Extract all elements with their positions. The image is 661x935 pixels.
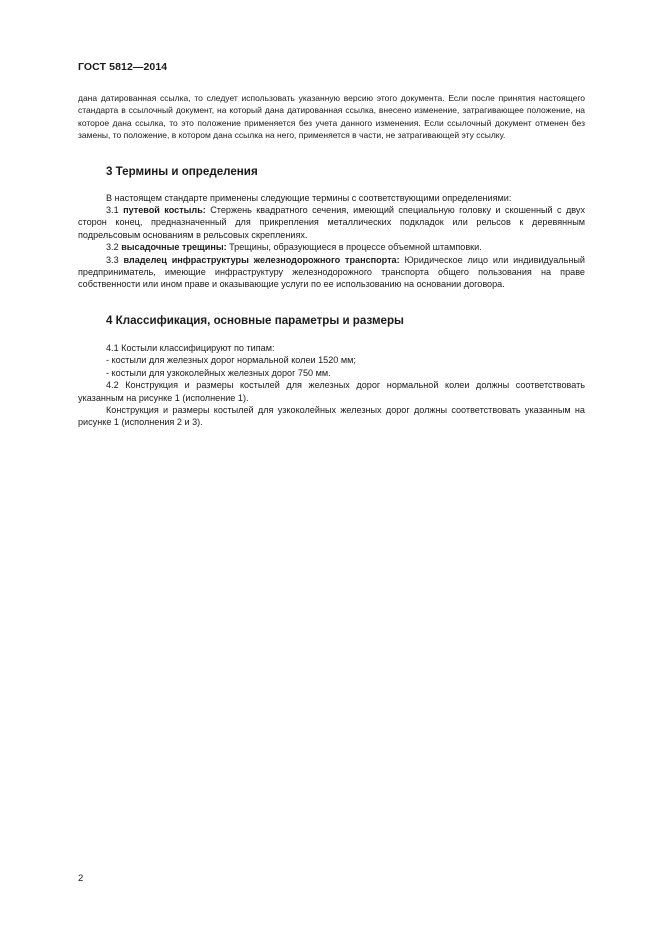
- page-number: 2: [78, 873, 84, 884]
- term-3-2: [78, 241, 585, 253]
- section-3-lead: В настоящем стандарте применены следующие термины с соответствующими определениями:: [106, 192, 512, 203]
- term-definition: Стержень квадратного сечения, имеющий специальную головку и скошенный с двух сторон конец, предназначенный для прикрепления металлических подкладок или рельсов к деревянным подрельсовым основаниям в рельсовых скреплениях.: [78, 205, 586, 240]
- section-3-title: 3 Термины и определения: [106, 164, 258, 178]
- term-number: 3.3: [106, 254, 119, 265]
- list-item: - костыли для узкоколейных железных дорог 750 мм.: [106, 367, 331, 378]
- term-3-1: [78, 204, 585, 241]
- term-definition: Юридическое лицо или индивидуальный предприниматель, имеющие инфраструктуру железнодорожного транспорта общего пользования на праве собственности или ином праве и оказывающие услуги по ее использованию на основании договора.: [78, 254, 585, 290]
- term-name: высадочные трещины:: [121, 242, 227, 253]
- page-content: [78, 92, 585, 429]
- document-header: ГОСТ 5812—2014: [78, 61, 168, 73]
- term-name: владелец инфраструктуры железнодорожного транспорта:: [123, 254, 400, 265]
- list-item: - костыли для железных дорог нормальной колеи 1520 мм;: [106, 355, 356, 366]
- section-4-2-narrow-gauge: Конструкция и размеры костылей для узкоколейных железных дорог должны соответствовать указанным на рисунке 1 (исполнения 2 и 3).: [78, 404, 585, 428]
- section-4-title: 4 Классификация, основные параметры и размеры: [106, 313, 404, 327]
- section-4-2: 4.2 Конструкция и размеры костылей для железных дорог нормальной колеи должны соответствовать указанным на рисунке 1 (исполнение 1).: [78, 380, 585, 403]
- section-4-1: 4.1 Костыли классифицируют по типам:: [106, 342, 275, 353]
- intro-paragraph: дана датированная ссылка, то следует использовать указанную версию этого документа. Если после принятия настоящего стандарта в ссылочный документ, на который дана датированная ссылка, внесено изменение, затрагивающее положение, на которое дана ссылка, то это положение применяется без учета данного изменения. Если ссылочный документ отменен без замены, то положение, в котором дана ссылка на него, применяется в части, не затрагивающей эту ссылку.: [78, 93, 585, 141]
- term-name: путевой костыль:: [123, 205, 206, 216]
- term-number: 3.2: [106, 242, 119, 253]
- term-3-3: [78, 254, 585, 291]
- term-number: 3.1: [106, 205, 119, 216]
- term-definition: Трещины, образующиеся в процессе объемной штамповки.: [229, 242, 482, 253]
